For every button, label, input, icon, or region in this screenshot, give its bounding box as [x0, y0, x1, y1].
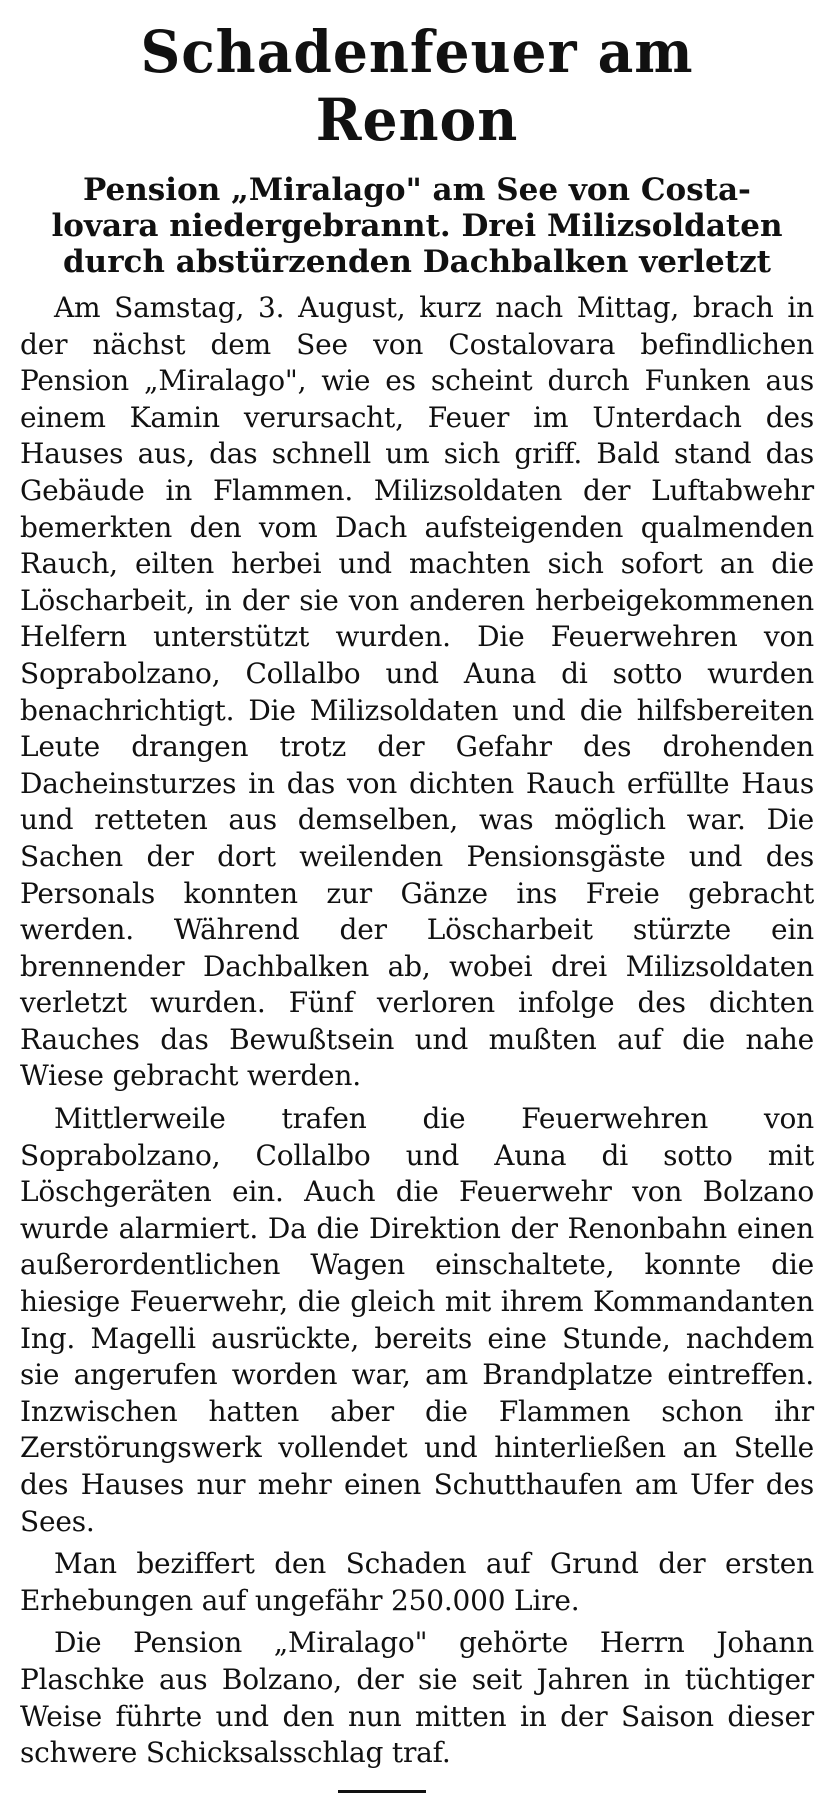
subheadline-line: Pension „Miralago" am See von Costa- — [83, 172, 751, 208]
paragraph: Am Samstag, 3. August, kurz nach Mittag, brach in der nächst dem See von Costalovara befindlichen Pension „Miralago", wie es scheint durch Funken aus einem Kamin verursacht, Feuer im Unterdach des Hauses aus, das schnell um sich griff. Bald stand das Gebäude in Flammen. Milizsoldaten der Luftabwehr bemerkten den vom Dach aufsteigenden qualmenden Rauch, eilten herbei und machten sich sofort an die Löscharbeit, in der sie von anderen herbeigekommenen Helfern unterstützt wurden. Die Feuerwehren von Soprabolzano, Collalbo und Auna di sotto wurden benachrichtigt. Die Milizsoldaten und die hilfsbereiten Leute drangen trotz der Gefahr des drohenden Dacheinsturzes in das von dichten Rauch erfüllte Haus und retteten aus demselben, was möglich war. Die Sachen der dort weilenden Pensionsgäste und des Personals konnten zur Gänze ins Freie gebracht werden. Während der Löscharbeit stürzte ein brennender Dachbalken ab, wobei drei Milizsoldaten verletzt wurden. Fünf verloren infolge des dichten Rauches das Bewußtsein und mußten auf die nahe Wiese gebracht werden. — [20, 291, 814, 1093]
paragraph: Die Pension „Miralago" gehörte Herrn Johann Plaschke aus Bolzano, der sie seit Jahren in tüchtiger Weise führte und den nun mitten in der Saison dieser schwere Schicksalsschlag traf. — [20, 1626, 814, 1770]
subheadline-line: durch abstürzenden Dachbalken verletzt — [62, 244, 772, 280]
headline: Schadenfeuer am Renon — [140, 18, 694, 154]
subheadline-line: lovara niedergebrannt. Drei Milizsoldaten — [51, 208, 783, 244]
paragraph: Mittlerweile trafen die Feuerwehren von Soprabolzano, Collalbo und Auna di sotto mit Löschgeräten ein. Auch die Feuerwehr von Bolzano wurde alarmiert. Da die Direktion der Renonbahn einen außerordentlichen Wagen einschaltete, konnte die hiesige Feuerwehr, die gleich mit ihrem Kommandanten Ing. Magelli ausrückte, bereits eine Stunde, nachdem sie angerufen worden war, am Brandplatze eintreffen. Inzwischen hatten aber die Flammen schon ihr Zerstörungswerk vollendet und hinterließen an Stelle des Hauses nur mehr einen Schutthaufen am Ufer des Sees. — [20, 1102, 814, 1538]
article-body — [20, 290, 814, 1772]
paragraph: Man beziffert den Schaden auf Grund der ersten Erhebungen auf ungefähr 250.000 Lire. — [20, 1547, 814, 1617]
end-rule — [338, 1790, 426, 1793]
subheadline — [20, 172, 814, 280]
